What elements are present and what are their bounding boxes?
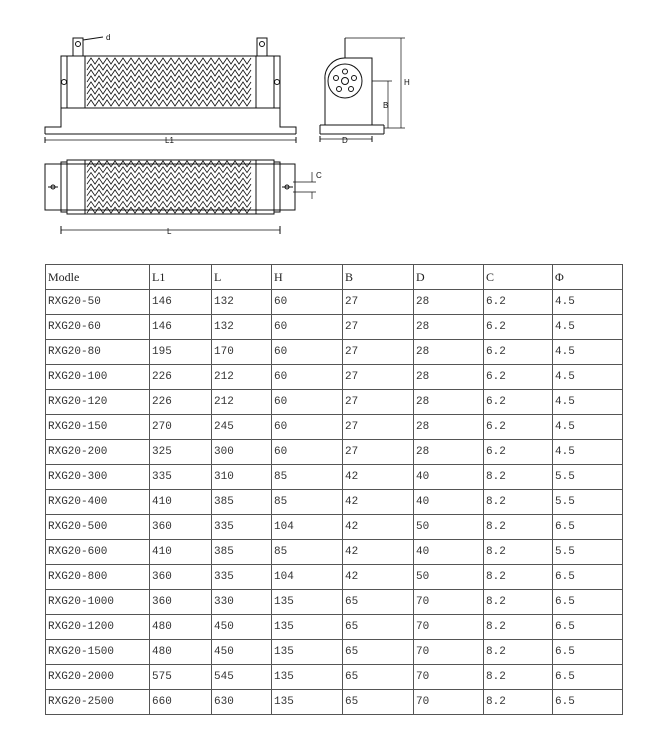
- table-cell: 135: [272, 690, 343, 715]
- table-cell: 132: [212, 290, 272, 315]
- table-cell: RXG20-200: [46, 440, 150, 465]
- table-cell: 5.5: [553, 490, 623, 515]
- table-cell: RXG20-800: [46, 565, 150, 590]
- table-cell: 104: [272, 565, 343, 590]
- table-row: [46, 415, 623, 440]
- table-row: [46, 290, 623, 315]
- table-cell: 325: [150, 440, 212, 465]
- table-cell: 575: [150, 665, 212, 690]
- dim-label-l1: L1: [165, 136, 174, 145]
- table-cell: 70: [414, 640, 484, 665]
- table-cell: 410: [150, 540, 212, 565]
- table-cell: 42: [343, 565, 414, 590]
- table-cell: 335: [212, 515, 272, 540]
- table-cell: 40: [414, 490, 484, 515]
- table-cell: 85: [272, 540, 343, 565]
- table-cell: 385: [212, 540, 272, 565]
- table-cell: 60: [272, 290, 343, 315]
- table-cell: RXG20-1500: [46, 640, 150, 665]
- dim-label-h: H: [404, 78, 410, 87]
- table-cell: 65: [343, 640, 414, 665]
- table-cell: 28: [414, 365, 484, 390]
- table-cell: 60: [272, 390, 343, 415]
- table-cell: 660: [150, 690, 212, 715]
- table-cell: 42: [343, 540, 414, 565]
- table-cell: 195: [150, 340, 212, 365]
- table-cell: 6.2: [484, 390, 553, 415]
- dim-label-c: C: [316, 171, 322, 180]
- table-body: [46, 290, 623, 715]
- table-cell: 545: [212, 665, 272, 690]
- table-cell: 135: [272, 640, 343, 665]
- table-cell: 27: [343, 415, 414, 440]
- table-cell: 28: [414, 315, 484, 340]
- table-row: [46, 540, 623, 565]
- dim-label-l: L: [167, 227, 172, 236]
- table-cell: RXG20-2000: [46, 665, 150, 690]
- table-cell: 70: [414, 590, 484, 615]
- table-row: [46, 690, 623, 715]
- table-cell: RXG20-300: [46, 465, 150, 490]
- table-cell: 8.2: [484, 690, 553, 715]
- table-cell: 27: [343, 390, 414, 415]
- table-cell: 212: [212, 390, 272, 415]
- table-cell: 70: [414, 615, 484, 640]
- table-cell: 480: [150, 640, 212, 665]
- table-cell: 28: [414, 340, 484, 365]
- top-view: [45, 160, 316, 234]
- table-cell: 5.5: [553, 465, 623, 490]
- table-cell: 450: [212, 640, 272, 665]
- table-row: [46, 515, 623, 540]
- table-row: [46, 315, 623, 340]
- table-cell: RXG20-120: [46, 390, 150, 415]
- table-cell: 226: [150, 365, 212, 390]
- table-cell: 385: [212, 490, 272, 515]
- column-header: L1: [150, 265, 212, 290]
- column-header: L: [212, 265, 272, 290]
- table-cell: 27: [343, 365, 414, 390]
- table-cell: 40: [414, 540, 484, 565]
- column-header: D: [414, 265, 484, 290]
- table-cell: 630: [212, 690, 272, 715]
- table-cell: RXG20-80: [46, 340, 150, 365]
- table-cell: 6.5: [553, 690, 623, 715]
- table-cell: 27: [343, 315, 414, 340]
- table-cell: 6.2: [484, 365, 553, 390]
- dim-label-b: B: [383, 101, 389, 110]
- table-cell: 70: [414, 690, 484, 715]
- table-cell: 85: [272, 490, 343, 515]
- table-cell: 6.5: [553, 515, 623, 540]
- table-cell: 170: [212, 340, 272, 365]
- table-cell: 4.5: [553, 290, 623, 315]
- table-cell: 300: [212, 440, 272, 465]
- table-cell: RXG20-400: [46, 490, 150, 515]
- table-cell: 28: [414, 290, 484, 315]
- table-cell: 5.5: [553, 540, 623, 565]
- table-cell: 42: [343, 465, 414, 490]
- table-cell: RXG20-50: [46, 290, 150, 315]
- table-header-row: [46, 265, 623, 290]
- table-cell: 360: [150, 515, 212, 540]
- table-cell: 8.2: [484, 540, 553, 565]
- table-row: [46, 365, 623, 390]
- table-row: [46, 340, 623, 365]
- table-row: [46, 565, 623, 590]
- table-cell: 60: [272, 365, 343, 390]
- table-cell: 146: [150, 290, 212, 315]
- table-cell: 60: [272, 340, 343, 365]
- table-cell: 8.2: [484, 615, 553, 640]
- table-cell: 27: [343, 340, 414, 365]
- column-header: B: [343, 265, 414, 290]
- table-cell: 42: [343, 515, 414, 540]
- table-cell: 270: [150, 415, 212, 440]
- column-header: Modle: [46, 265, 150, 290]
- table-cell: 226: [150, 390, 212, 415]
- table-cell: 6.5: [553, 565, 623, 590]
- table-cell: 6.2: [484, 290, 553, 315]
- table-cell: 330: [212, 590, 272, 615]
- table-cell: 104: [272, 515, 343, 540]
- technical-drawing: [0, 0, 664, 250]
- table-cell: 6.5: [553, 665, 623, 690]
- table-cell: 70: [414, 665, 484, 690]
- table-cell: 135: [272, 615, 343, 640]
- table-cell: 65: [343, 590, 414, 615]
- table-row: [46, 615, 623, 640]
- table-cell: 410: [150, 490, 212, 515]
- table-cell: 65: [343, 690, 414, 715]
- table-cell: 6.2: [484, 340, 553, 365]
- table-cell: 60: [272, 315, 343, 340]
- table-cell: 6.2: [484, 315, 553, 340]
- table-cell: 6.5: [553, 640, 623, 665]
- table-cell: 85: [272, 465, 343, 490]
- table-cell: 450: [212, 615, 272, 640]
- table-cell: 8.2: [484, 465, 553, 490]
- spec-table: [45, 264, 623, 715]
- table-cell: 60: [272, 415, 343, 440]
- table-cell: 27: [343, 290, 414, 315]
- table-cell: RXG20-500: [46, 515, 150, 540]
- table-cell: RXG20-2500: [46, 690, 150, 715]
- table-cell: 6.2: [484, 440, 553, 465]
- table-cell: RXG20-60: [46, 315, 150, 340]
- table-cell: 27: [343, 440, 414, 465]
- table-cell: 135: [272, 665, 343, 690]
- table-cell: 60: [272, 440, 343, 465]
- table-cell: 360: [150, 590, 212, 615]
- column-header: Φ: [553, 265, 623, 290]
- table-row: [46, 590, 623, 615]
- table-cell: 4.5: [553, 415, 623, 440]
- table-cell: 132: [212, 315, 272, 340]
- table-cell: 40: [414, 465, 484, 490]
- table-cell: 28: [414, 390, 484, 415]
- table-row: [46, 440, 623, 465]
- table-cell: 6.5: [553, 615, 623, 640]
- table-cell: 8.2: [484, 565, 553, 590]
- column-header: H: [272, 265, 343, 290]
- table-cell: 28: [414, 415, 484, 440]
- table-cell: 335: [150, 465, 212, 490]
- table-cell: RXG20-100: [46, 365, 150, 390]
- table-cell: 50: [414, 565, 484, 590]
- table-cell: 28: [414, 440, 484, 465]
- table-cell: 335: [212, 565, 272, 590]
- table-cell: 50: [414, 515, 484, 540]
- table-row: [46, 490, 623, 515]
- table-cell: 212: [212, 365, 272, 390]
- table-cell: 6.2: [484, 415, 553, 440]
- table-cell: 4.5: [553, 365, 623, 390]
- table-cell: RXG20-600: [46, 540, 150, 565]
- table-cell: 6.5: [553, 590, 623, 615]
- table-cell: RXG20-1200: [46, 615, 150, 640]
- dim-label-dd: D: [342, 136, 348, 145]
- table-cell: 65: [343, 665, 414, 690]
- table-row: [46, 465, 623, 490]
- table-cell: 245: [212, 415, 272, 440]
- table-cell: RXG20-1000: [46, 590, 150, 615]
- table-cell: 8.2: [484, 640, 553, 665]
- table-cell: 8.2: [484, 665, 553, 690]
- table-cell: 42: [343, 490, 414, 515]
- table-cell: 4.5: [553, 390, 623, 415]
- column-header: C: [484, 265, 553, 290]
- table-cell: 360: [150, 565, 212, 590]
- table-cell: 65: [343, 615, 414, 640]
- table-cell: 8.2: [484, 515, 553, 540]
- table-cell: 135: [272, 590, 343, 615]
- side-view: [320, 38, 405, 142]
- dim-label-d: d: [106, 33, 111, 42]
- table-cell: 146: [150, 315, 212, 340]
- table-cell: 310: [212, 465, 272, 490]
- table-cell: 4.5: [553, 340, 623, 365]
- table-cell: 4.5: [553, 315, 623, 340]
- table-row: [46, 665, 623, 690]
- table-cell: 8.2: [484, 590, 553, 615]
- front-view: [45, 37, 296, 143]
- table-cell: RXG20-150: [46, 415, 150, 440]
- table-cell: 4.5: [553, 440, 623, 465]
- table-row: [46, 390, 623, 415]
- table-cell: 480: [150, 615, 212, 640]
- table-row: [46, 640, 623, 665]
- table-cell: 8.2: [484, 490, 553, 515]
